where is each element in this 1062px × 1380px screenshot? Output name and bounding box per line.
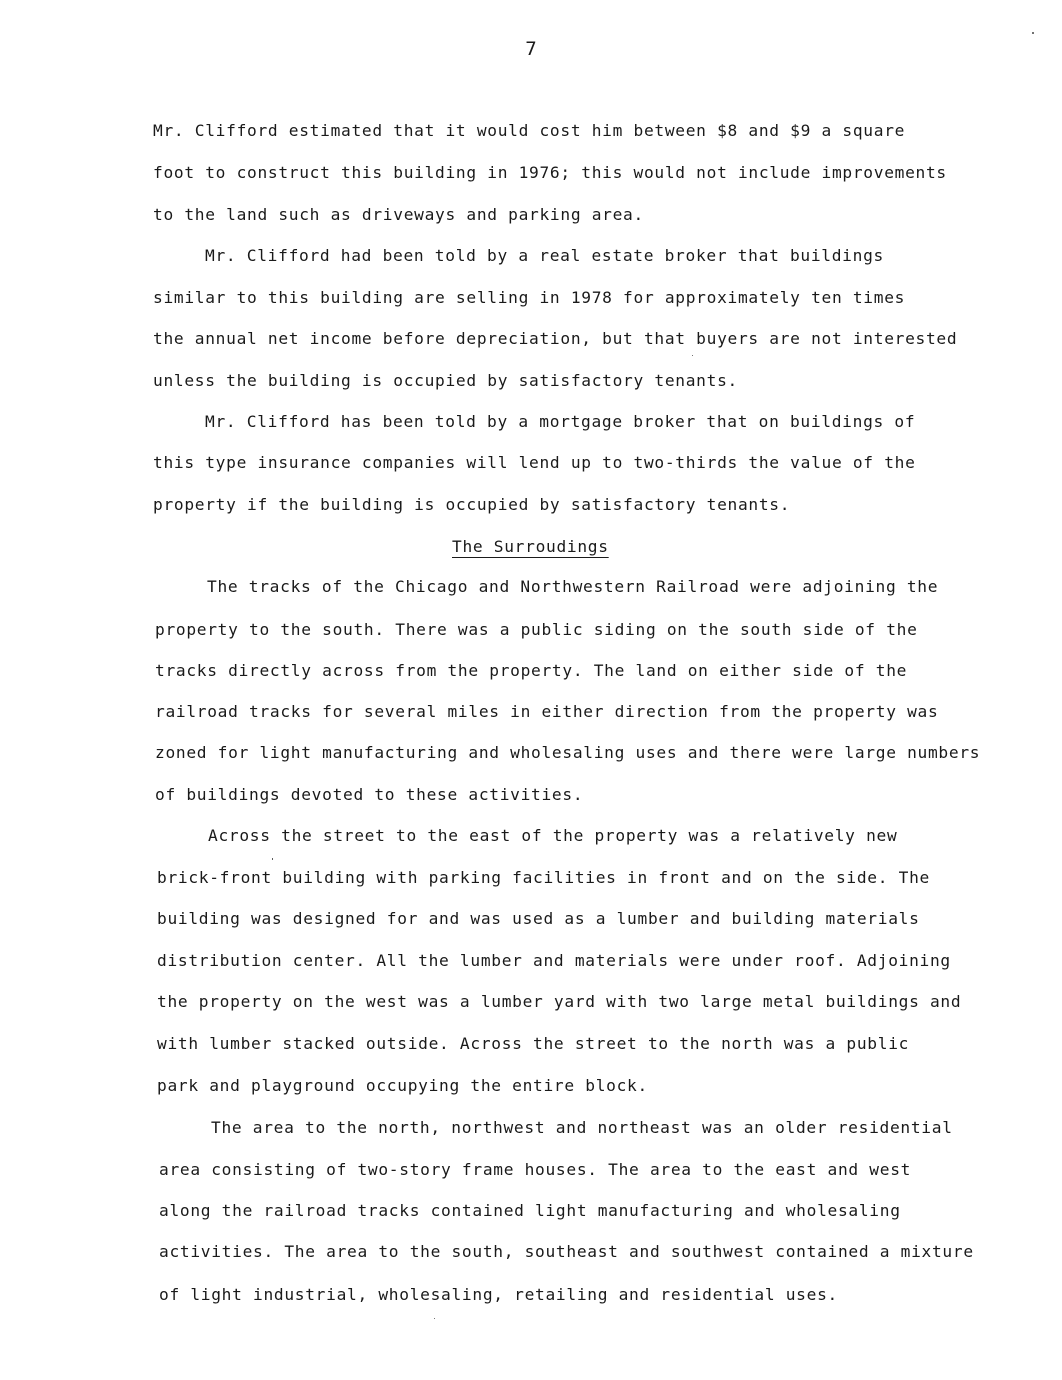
paragraph-line: along the railroad tracks contained light manufacturing and wholesaling <box>159 1201 901 1220</box>
paragraph-line: The area to the north, northwest and northeast was an older residential <box>211 1118 953 1137</box>
section-heading: The Surroudings <box>452 537 609 556</box>
paragraph-line: park and playground occupying the entire block. <box>157 1076 648 1095</box>
paragraph-line: of buildings devoted to these activities. <box>155 785 584 804</box>
paragraph-line: area consisting of two-story frame houses. The area to the east and west <box>159 1160 912 1179</box>
scan-speck <box>692 355 693 356</box>
paragraph-line: Mr. Clifford has been told by a mortgage broker that on buildings of <box>205 412 916 431</box>
paragraph-line: Mr. Clifford had been told by a real estate broker that buildings <box>205 246 884 265</box>
paragraph-line: activities. The area to the south, southeast and southwest contained a mixture <box>159 1242 974 1261</box>
paragraph-line: distribution center. All the lumber and materials were under roof. Adjoining <box>157 951 951 970</box>
paragraph-line: property to the south. There was a public siding on the south side of the <box>155 620 918 639</box>
paragraph-line: building was designed for and was used as a lumber and building materials <box>157 909 920 928</box>
paragraph-line: foot to construct this building in 1976; this would not include improvements <box>153 163 947 182</box>
paragraph-line: railroad tracks for several miles in either direction from the property was <box>155 702 939 721</box>
paragraph-line: with lumber stacked outside. Across the street to the north was a public <box>157 1034 910 1053</box>
scan-speck <box>434 1318 435 1319</box>
page-number: 7 <box>525 38 537 60</box>
paragraph-line: brick-front building with parking facilities in front and on the side. The <box>157 868 930 887</box>
paragraph-line: the property on the west was a lumber yard with two large metal buildings and <box>157 992 962 1011</box>
paragraph-line: property if the building is occupied by satisfactory tenants. <box>153 495 791 514</box>
paragraph-line: The tracks of the Chicago and Northwestern Railroad were adjoining the <box>207 577 939 596</box>
scan-speck <box>1032 32 1034 34</box>
paragraph-line: unless the building is occupied by satisfactory tenants. <box>153 371 738 390</box>
paragraph-line: this type insurance companies will lend up to two-thirds the value of the <box>153 453 916 472</box>
paragraph-line: zoned for light manufacturing and wholesaling uses and there were large numbers <box>155 743 981 762</box>
paragraph-line: to the land such as driveways and parking area. <box>153 205 644 224</box>
paragraph-line: Mr. Clifford estimated that it would cost him between $8 and $9 a square <box>153 121 906 140</box>
paragraph-line: the annual net income before depreciation, but that buyers are not interested <box>153 329 958 348</box>
paragraph-line: similar to this building are selling in 1978 for approximately ten times <box>153 288 906 307</box>
paragraph-line: Across the street to the east of the property was a relatively new <box>208 826 898 845</box>
paragraph-line: of light industrial, wholesaling, retailing and residential uses. <box>159 1285 838 1304</box>
paragraph-line: tracks directly across from the property. The land on either side of the <box>155 661 908 680</box>
scan-speck <box>272 858 273 860</box>
